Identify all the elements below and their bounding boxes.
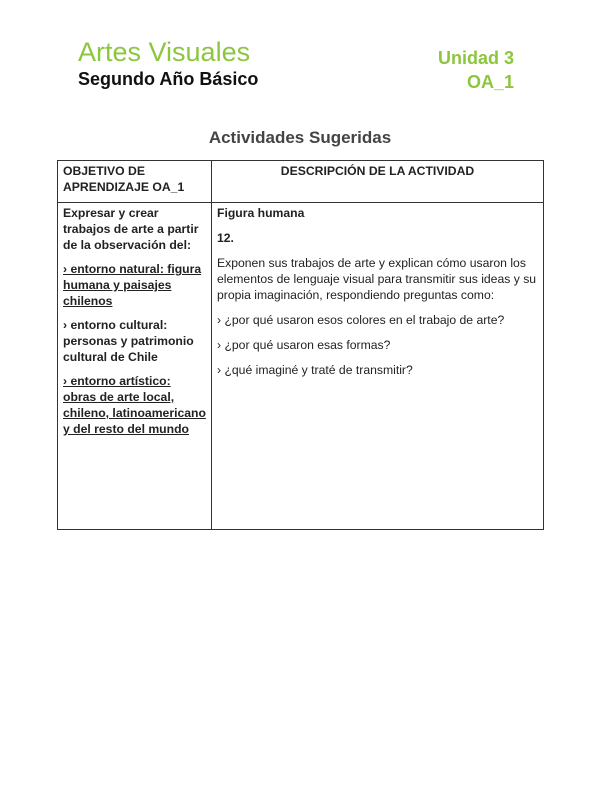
objective-cell (58, 203, 212, 530)
activity-text: Exponen sus trabajos de arte y explican cómo usaron los elementos de lenguaje visual para transmitir sus ideas y su propia imaginación, respondiendo preguntas como: (217, 256, 537, 302)
document-header-left (78, 36, 258, 90)
subject-title: Artes Visuales (78, 37, 251, 67)
objective-item-natural[interactable]: › entorno natural: figura humana y paisajes chilenos (63, 262, 202, 308)
description-cell (212, 203, 544, 530)
activity-question-imagination: › ¿qué imaginé y traté de transmitir? (217, 363, 413, 377)
description-header: DESCRIPCIÓN DE LA ACTIVIDAD (212, 161, 544, 203)
table-header-row (58, 161, 544, 203)
objective-item-artistic[interactable]: › entorno artístico: obras de arte local, chileno, latinoamericano y del resto del mundo (63, 374, 206, 436)
document-header-right (438, 46, 514, 94)
objective-item-cultural: › entorno cultural: personas y patrimonio cultural de Chile (63, 318, 194, 364)
table-row (58, 203, 544, 530)
objective-header: OBJETIVO DE APRENDIZAJE OA_1 (58, 161, 212, 203)
section-title: Actividades Sugeridas (208, 128, 392, 147)
grade-subtitle: Segundo Año Básico (78, 69, 259, 89)
activity-title: Figura humana (217, 206, 305, 220)
activity-table (57, 160, 544, 530)
activity-question-colors: › ¿por qué usaron esos colores en el trabajo de arte? (217, 313, 505, 327)
unit-label: Unidad 3 (437, 48, 514, 68)
activity-number: 12. (217, 231, 234, 245)
oa-label: OA_1 (466, 72, 514, 92)
activity-question-forms: › ¿por qué usaron esas formas? (217, 338, 391, 352)
objective-intro: Expresar y crear trabajos de arte a partir de la observación del: (63, 206, 199, 252)
